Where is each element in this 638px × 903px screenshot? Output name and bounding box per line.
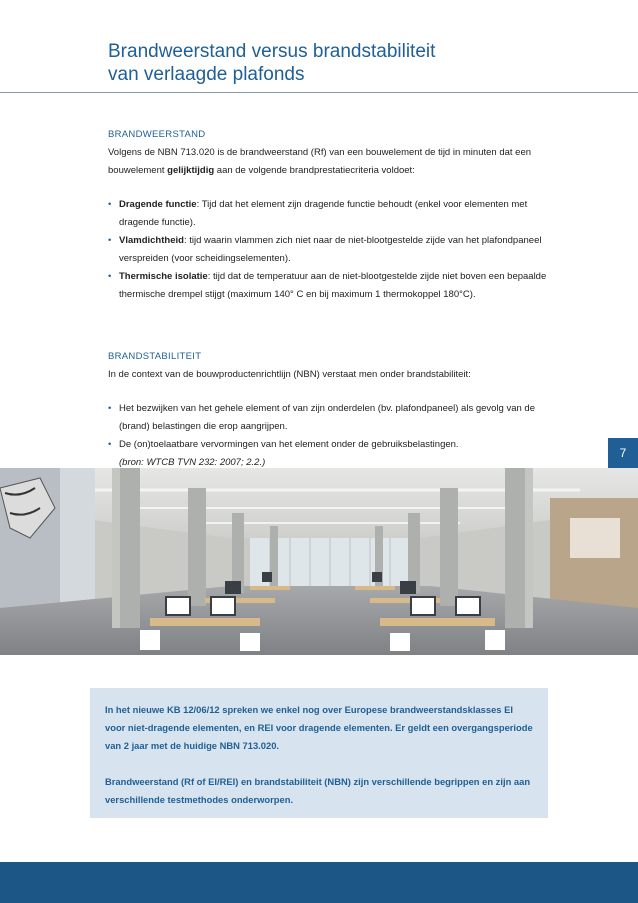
title-divider (0, 92, 638, 93)
office-illustration (0, 468, 638, 655)
page-title (108, 40, 588, 86)
brandweerstand-intro (108, 144, 548, 180)
title-line-1: Brandweerstand versus brandstabiliteit (108, 41, 436, 62)
info-paragraph-2: Brandweerstand (Rf of EI/REI) en brandstabiliteit (NBN) zijn verschillende begrippen en zijn aan verschillende testmethodes onderworpen. (105, 776, 531, 805)
section-heading-brandweerstand: BRANDWEERSTAND (108, 129, 206, 140)
list-item (108, 232, 548, 268)
bullet-icon: • (108, 271, 112, 282)
bullet-icon: • (108, 199, 112, 210)
office-photo (0, 468, 638, 655)
bullet-icon: • (108, 439, 112, 450)
intro-text-after: aan de volgende brandprestatiecriteria voldoet: (214, 165, 415, 176)
list-item (108, 436, 548, 472)
criterion-text: : Tijd dat het element zijn dragende functie behoudt (enkel voor elementen met dragende functie). (119, 199, 528, 228)
page-number: 7 (619, 446, 627, 460)
section-brandstabiliteit (108, 348, 548, 472)
list-item (108, 400, 548, 436)
stability-text: De (on)toelaatbare vervormingen van het element onder de gebruiksbelastingen. (119, 439, 459, 450)
criterion-text: : tijd dat de temperatuur aan de niet-blootgestelde zijde niet boven een bepaalde thermische drempel stijgt (maximum 140° C en bij maximum 1 thermokoppel 180°C). (119, 271, 547, 300)
intro-text-before: Volgens de NBN 713.020 is de brandweerstand (Rf) van een bouwelement de tijd in minuten dat een bouwelement (108, 147, 532, 176)
criterion-term: Thermische isolatie (119, 271, 208, 282)
criterion-term: Dragende functie (119, 199, 197, 210)
page-number-tab (608, 438, 638, 468)
source-reference: (bron: WTCB TVN 232: 2007; 2.2.) (119, 457, 266, 468)
title-line-2: van verlaagde plafonds (108, 64, 305, 85)
criteria-list (108, 196, 548, 304)
list-item (108, 268, 548, 304)
bullet-icon: • (108, 403, 112, 414)
bullet-icon: • (108, 235, 112, 246)
stability-text: Het bezwijken van het gehele element of van zijn onderdelen (bv. plafondpaneel) als gevolg van de (brand) belastingen die erop aangrijpen. (119, 403, 535, 432)
list-item (108, 196, 548, 232)
criterion-term: Vlamdichtheid (119, 235, 184, 246)
info-box (90, 688, 548, 818)
section-brandweerstand (108, 126, 548, 304)
info-paragraph-1: In het nieuwe KB 12/06/12 spreken we enkel nog over Europese brandweerstandsklasses EI voor niet-dragende elementen, en REI voor dragende elementen. Er geldt een overgangsperiode van 2 jaar met de huidige NBN 713.020. (105, 704, 533, 751)
section-heading-brandstabiliteit: BRANDSTABILITEIT (108, 351, 202, 362)
intro-emphasis: gelijktijdig (167, 165, 215, 176)
stability-list (108, 400, 548, 472)
brandstabiliteit-intro: In de context van de bouwproductenrichtlijn (NBN) verstaat men onder brandstabiliteit: (108, 369, 471, 380)
footer-band (0, 862, 638, 903)
criterion-text: : tijd waarin vlammen zich niet naar de niet-blootgestelde zijde van het plafondpaneel verspreiden (voor scheidingselementen). (119, 235, 542, 264)
